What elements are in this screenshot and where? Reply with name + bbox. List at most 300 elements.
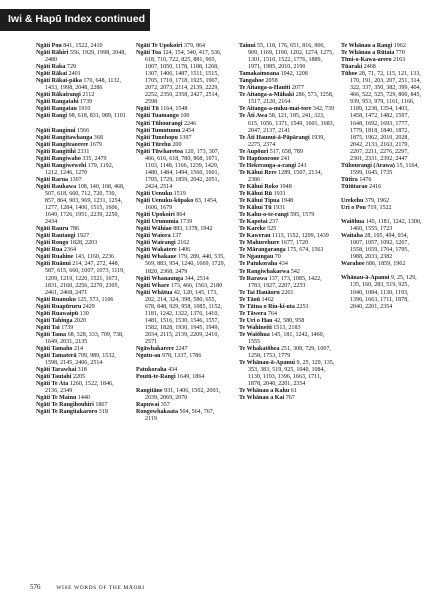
index-entry <box>36 381 128 395</box>
entry-group-gap <box>341 268 423 275</box>
iwi-name: Ngāti Te Rangitakaroro <box>36 409 98 416</box>
page-references: 173, 466, 1563, 2180 <box>170 282 223 289</box>
page-references: 42, 120, 145, 173, 202, 214, 324, 398, 580, 655, 678, 848, 929, 958, 1085, 1152, 1181, 1242, 1322, 1376, 1410, 1481, 1516, 1530, 1546, 1557, 1582, 1828, 1930, 1945, 1949, 2034, 2115, 2139, 2209, 2410, 2571 <box>145 289 222 345</box>
page-references: 1739 <box>180 219 193 226</box>
iwi-name: Te Wahineiti <box>239 324 272 331</box>
page-references: 767 <box>285 395 295 402</box>
page-references: 2364 <box>63 247 76 254</box>
page-references: 686, 1859, 1962 <box>366 261 406 268</box>
index-column-2 <box>136 43 226 423</box>
index-entry <box>341 43 423 50</box>
index-entry <box>239 92 335 106</box>
iwi-name: Te Aupōuri <box>239 148 269 155</box>
iwi-name: Te Mārangaranga <box>239 247 286 254</box>
iwi-name: Te Mahurehure <box>239 240 280 247</box>
page-references: 1677, 1720 <box>280 240 309 247</box>
page-references: 237 <box>269 219 279 226</box>
page-references: 1566 <box>77 127 90 134</box>
page-references: 124, 154, 340, 417, 536, 618, 710, 722, 825, 881, 903, 1007, 1050, 1178, 1188, 1268, 1307, 1406, 1487, 1511, 1515, 1705, 1710, 1718, 1925, 1967, 2072, 2073, 2114, 2139, 2229, 2252, 2350, 2358, 2427, 2514, 2598 <box>145 50 222 106</box>
iwi-name: Te Rangiwhakaewa <box>239 268 290 275</box>
page-references: 1476 <box>359 176 372 183</box>
page-references: 357 <box>160 402 170 409</box>
index-entry <box>239 184 335 191</box>
iwi-name: Ngāti Urunumia <box>136 219 179 226</box>
iwi-name: Ngāti Whakaue <box>136 254 177 261</box>
iwi-name: Ngāti Ruanuku <box>36 296 76 303</box>
page-references: 2077 <box>291 85 304 92</box>
iwi-name: Te Patukoraha <box>239 261 278 268</box>
iwi-name: Ngāti Rangi <box>36 113 68 120</box>
entry-group-gap <box>136 360 226 367</box>
index-entry <box>239 360 335 388</box>
page-references: 2163 <box>393 57 406 64</box>
page-references: 28, 71, 72, 115, 121, 133, 170, 191, 203, 207, 251, 314, 322, 337, 350, 382, 399, 404, 466, 522, 525, 729, 800, 845, 939, 953, 979, 1161, 1166, 1189, 1238, 1354, 1403, 1458, 1472, 1482, 1597, 1648, 1692, 1693, 1777, 1779, 1818, 1840, 1872, 1875, 1962, 2010, 2028, 2042, 2133, 2163, 2179, 2207, 2211, 2276, 2297, 2301, 2331, 2392, 2447 <box>350 71 422 162</box>
index-entry <box>36 346 128 353</box>
iwi-name: Ngāti Rangitihi <box>36 148 76 155</box>
iwi-name: Tamakaimoana <box>239 71 280 78</box>
iwi-name: Ngāti Wāhiao <box>136 226 172 233</box>
page-references: 214 <box>73 345 84 352</box>
page-references: 318 <box>98 409 108 416</box>
iwi-name: Ngāti Tū <box>136 106 159 113</box>
page-references: 1519 <box>173 190 186 197</box>
index-entry <box>36 367 128 374</box>
iwi-name: Ngāti Tautahi <box>36 374 72 381</box>
page-references: 2454 <box>182 127 195 134</box>
iwi-name: Whānau-ā-Apanui <box>341 275 390 282</box>
page-references: 200 <box>172 141 182 148</box>
iwi-name: Urekehu <box>341 197 364 204</box>
page-references: 68, 328, 333, 709, 738, 1649, 2031, 2135 <box>45 331 124 345</box>
index-entry <box>239 85 335 92</box>
page-references: 28, 195, 494, 934, 1007, 1057, 1092, 1267, 1558, 1659, 1764, 1795, 1988, 2033, 2382 <box>350 233 409 261</box>
index-entry <box>341 219 423 233</box>
page-references: 2468 <box>363 64 376 71</box>
page-references: 2401 <box>68 71 81 78</box>
index-entry <box>341 275 423 310</box>
index-entry <box>239 135 335 149</box>
index-entry <box>36 353 128 367</box>
iwi-name: Ngāti Rangiwaho <box>36 155 81 162</box>
iwi-name: Ngāti Rangiwewehi <box>36 162 87 169</box>
iwi-name: Ngāti Whanaunga <box>136 275 184 282</box>
index-entry <box>239 163 335 170</box>
index-header <box>0 9 150 31</box>
index-entry <box>239 43 335 71</box>
iwi-name: Rongowhakaata <box>136 409 179 416</box>
index-entry <box>239 113 335 134</box>
iwi-name: Ngāwhakarere <box>136 346 175 353</box>
index-entry <box>239 318 335 325</box>
page-references: 770 <box>395 50 405 57</box>
index-entry <box>239 233 335 240</box>
iwi-name: Te Whānau a Rūtaia <box>341 50 395 57</box>
index-entry <box>36 332 128 346</box>
iwi-name: Ngāti Rua <box>36 247 63 254</box>
index-entry <box>239 170 335 184</box>
page-references: 251, 308, 729, 1007, 1258, 1753, 1779 <box>248 346 331 360</box>
iwi-name: Waitaha <box>341 233 363 240</box>
page-references: 525 <box>267 226 277 233</box>
page-references: 1406 <box>178 247 191 254</box>
index-entry <box>341 50 423 57</box>
index-entry <box>136 219 226 226</box>
iwi-name: Ngāti Tuamango <box>136 113 179 120</box>
page-references: 241 <box>297 162 307 169</box>
iwi-name: Ngāti Tūhourangi <box>136 120 183 127</box>
iwi-name: Te Kahu-o-te-rangi <box>239 212 289 219</box>
index-entry <box>239 297 335 304</box>
index-entry <box>341 57 423 64</box>
index-entry <box>136 402 226 409</box>
page-references: 729 <box>66 64 76 71</box>
index-entry <box>36 240 128 247</box>
index-entry <box>341 71 423 163</box>
iwi-name: Ngāti Te Upokoiri <box>136 43 183 49</box>
iwi-name: Ngāti Rongo <box>36 240 69 247</box>
iwi-name: Ngāti Raka <box>36 64 66 71</box>
iwi-name: Ngāti Tumutumu <box>136 127 181 134</box>
page-references: 2253 <box>296 303 309 310</box>
page-references: 434 <box>278 261 288 268</box>
iwi-name: Ngāti Pou <box>36 43 62 49</box>
index-column-4 <box>341 43 423 311</box>
index-entry <box>239 205 335 212</box>
index-entry <box>341 233 423 261</box>
page-references: 9, 25, 129, 135, 353, 383, 519, 925, 1040, 1084, 1130, 1193, 1396, 1663, 1711, 1878, 2040, 2201, 2354 <box>248 360 335 388</box>
iwi-name: Te Kāhui Tū <box>239 205 272 212</box>
index-entry <box>239 247 335 254</box>
page-references: 883, 1378, 1942 <box>173 226 213 233</box>
iwi-name: Ngāti Rākai-pāka <box>36 78 82 85</box>
index-entry <box>239 78 335 85</box>
page-references: 1113, 1152, 1299, 1439 <box>272 233 329 240</box>
page-references: 2162 <box>177 240 190 247</box>
page-references: 2429 <box>82 303 95 310</box>
index-entry <box>136 247 226 254</box>
index-entry <box>36 318 128 325</box>
page-references: 143, 1160, 2236 <box>74 254 115 261</box>
iwi-name: Poutū-te-Rangi <box>136 374 176 381</box>
page-references: 108, 140, 168, 468, 507, 618, 660, 712, 720, 730, 857, 864, 903, 969, 1231, 1254, 1277, 1284, 1406, 1515, 1606, 1649, 1726, 1951, 2239, 2250, 2434 <box>45 183 125 226</box>
page-references: 170, 648, 1132, 1433, 1998, 2048, 2286 <box>45 78 121 92</box>
page-references: 841, 1522, 2410 <box>63 43 103 49</box>
index-entry <box>239 332 335 346</box>
index-entry <box>239 346 335 360</box>
page-references: 145, 1181, 1242, 1300, 1460, 1555, 1723 <box>350 219 422 233</box>
index-entry <box>36 78 128 92</box>
iwi-name: Te Kāhui Rere <box>239 169 277 176</box>
index-entry <box>36 184 128 226</box>
index-entry <box>36 297 128 304</box>
page-references: 1927 <box>77 233 90 240</box>
index-entry <box>36 247 128 254</box>
iwi-name: Te Aitanga-a-Hauiti <box>239 85 291 92</box>
index-entry <box>136 388 226 402</box>
iwi-name: Te Tāwera <box>239 310 267 317</box>
index-entry <box>136 276 226 283</box>
index-entry <box>136 409 226 423</box>
iwi-name: Te Kāhui Roko <box>239 183 279 190</box>
iwi-name: Ngāti Rangatau <box>36 106 77 113</box>
index-entry <box>36 311 128 318</box>
iwi-name: Te Tai Hauāuru <box>239 289 280 296</box>
index-entry <box>239 388 335 395</box>
page-references: 175, 674, 1563 <box>287 247 324 254</box>
iwi-name: Te Whānau-ā-Apanui <box>239 360 295 367</box>
iwi-name: Te Kāhui Rū <box>239 190 273 197</box>
iwi-name: Te Kareke <box>239 226 266 233</box>
index-entry <box>136 374 226 381</box>
page-references: 1739 <box>61 324 74 331</box>
iwi-name: Ngāti Rauru <box>36 226 69 233</box>
iwi-name: Te Āti Haunui-ā-Pāpārangi <box>239 134 310 141</box>
index-entry <box>36 142 128 149</box>
page-references: 2331 <box>77 148 90 155</box>
page-references: 517, 658, 789 <box>269 148 303 155</box>
page-references: 786 <box>69 226 80 233</box>
page-references: 58, 121, 185, 241, 323, 615, 1056, 1371, 1549, 1601, 1683, 2047, 2137, 2141 <box>248 113 335 134</box>
index-entry <box>136 233 226 240</box>
index-entry <box>136 113 226 120</box>
iwi-name: Ngāti Raukawa <box>36 183 77 190</box>
page-references: 719, 1522 <box>367 205 392 212</box>
page-references: 764 <box>267 310 277 317</box>
iwi-name: Te Kawerau <box>239 233 271 240</box>
index-entry <box>341 177 423 184</box>
iwi-name: Tūtira <box>341 176 358 183</box>
index-entry <box>136 353 226 360</box>
iwi-name: Te Waiōhua <box>239 331 270 338</box>
iwi-name: Ngāti Ranginui <box>36 127 76 134</box>
page-references: 1828, 2203 <box>69 240 98 247</box>
page-references: 1739 <box>80 99 93 106</box>
page-references: 9, 25, 129, 135, 160, 283, 519, 925, 1040, 1084, 1130, 1193, 1396, 1663, 1711, 1878, 2040, 2201, 2354 <box>350 275 417 310</box>
index-entry <box>36 128 128 135</box>
index-entry <box>239 71 335 78</box>
page-references: 2261 <box>281 289 294 296</box>
page-references: 379, 1962 <box>364 197 390 204</box>
page-references: 1513, 2183 <box>273 324 301 331</box>
iwi-name: Ngāti Tunohopu <box>136 134 178 141</box>
iwi-name: Ngāti Ruahine <box>36 254 74 261</box>
iwi-name: Ngāti Whātua <box>136 289 173 296</box>
index-entry <box>136 367 226 374</box>
index-entry <box>136 135 226 142</box>
index-column-1 <box>36 43 128 416</box>
page-references: 61 <box>290 388 297 395</box>
index-entry <box>36 156 128 163</box>
page-references: 556, 1929, 1998, 2048, 2480 <box>45 50 126 64</box>
iwi-name: Te Tātua o Riu-ki-uta <box>239 303 295 310</box>
iwi-name: Te Hapūoneone <box>239 155 280 162</box>
page-references: 2416 <box>369 183 382 190</box>
iwi-name: Ngāti Tamaterā <box>36 353 77 360</box>
page-references: 504, 564, 767, 2119 <box>145 409 215 423</box>
index-entry <box>239 219 335 226</box>
iwi-name: Ngāti Ruawaipū <box>36 310 79 317</box>
index-entry <box>239 240 335 247</box>
entry-group-gap <box>341 212 423 219</box>
index-entry <box>136 290 226 346</box>
index-entry <box>36 325 128 332</box>
iwi-name: Ngāti Tūwharetoa <box>136 148 183 155</box>
page-references: 2058 <box>265 78 278 85</box>
page-references: 2247 <box>175 346 188 353</box>
index-entry <box>36 177 128 184</box>
index-entry <box>239 269 335 276</box>
iwi-name: Rapuwai <box>136 402 160 409</box>
entry-group-gap <box>136 381 226 388</box>
iwi-name: Te Whakatōhea <box>239 346 280 353</box>
index-entry <box>136 240 226 247</box>
page-references: 214, 247, 272, 448, 587, 615, 660, 1007, 1073, 1119, 1209, 1219, 1220, 1521, 1673, 1831, 2160, 2256, 2270, 2305, 2461, 2468, 2471 <box>45 261 125 296</box>
page-references: 98, 618, 831, 989, 1101 <box>68 113 126 120</box>
iwi-name: Ngāti Rangatahi <box>36 99 79 106</box>
index-entry <box>239 325 335 332</box>
page-references: 83, 1454, 1606, 1679 <box>145 198 218 212</box>
index-entry <box>239 261 335 268</box>
page-references: 595, 1579 <box>290 212 315 219</box>
page-references: 1679 <box>89 141 102 148</box>
index-entry <box>239 290 335 297</box>
iwi-name: Te Whānau a Rangi <box>341 43 393 49</box>
entry-group-gap <box>36 121 128 128</box>
index-entry <box>239 276 335 290</box>
page-references: 1307 <box>69 176 82 183</box>
iwi-name: Ngāti Rāhiri <box>36 50 69 57</box>
page-references: 70 <box>274 254 281 261</box>
page-references: 1289, 1507, 2134, 2386 <box>248 169 322 183</box>
iwi-name: Ngutu-au <box>136 353 161 360</box>
index-entry <box>239 191 335 198</box>
index-entry <box>136 254 226 275</box>
iwi-name: Ngāti Uenuku <box>136 190 173 197</box>
index-entry <box>341 261 423 268</box>
page-references: 145, 181, 1242, 1460, 1555 <box>248 331 325 345</box>
page-references: 1962 <box>393 43 406 49</box>
iwi-name: Ngāti Te Mainu <box>36 395 77 402</box>
iwi-name: Ngāti Waiora <box>136 233 171 240</box>
iwi-name: Uri o Pou <box>341 205 366 212</box>
iwi-name: Ngāti Rangitawhanga <box>36 134 93 141</box>
page-references: 1931 <box>273 205 286 212</box>
page-references: 978, 1337, 1786 <box>162 353 202 360</box>
page-references: 137 <box>172 233 182 240</box>
page-references: 2205 <box>72 374 86 381</box>
iwi-name: Te Aitanga-a-Māhaki <box>239 92 295 99</box>
page-references: 179, 1192, 1212, 1246, 1270 <box>45 162 114 176</box>
page-references: 1462 <box>261 296 274 303</box>
page-references: 864 <box>176 212 186 219</box>
page-references: 1867 <box>95 402 108 409</box>
page-references: 931, 1406, 1502, 2003, 2039, 2069, 2070 <box>145 388 220 402</box>
iwi-name: Ngāti Tamaho <box>36 345 73 352</box>
page-number: 576 <box>30 583 41 591</box>
iwi-name: Waiōhua <box>341 219 365 226</box>
index-entry <box>136 198 226 212</box>
page-references: 335, 2479 <box>82 155 107 162</box>
index-entry <box>136 106 226 113</box>
index-entry <box>136 43 226 50</box>
page-references: 241 <box>280 155 290 162</box>
index-entry <box>36 261 128 296</box>
index-column-3 <box>239 43 335 402</box>
iwi-name: Ngāti Tai <box>36 324 60 331</box>
iwi-name: Ngāti Wharе <box>136 282 170 289</box>
iwi-name: Te Whānau a Kai <box>239 395 285 402</box>
index-entry <box>136 142 226 149</box>
iwi-name: Tūhoe <box>341 71 358 78</box>
page-references: 342, 739 <box>312 106 335 113</box>
iwi-name: Ngāti Toa <box>136 50 162 57</box>
iwi-name: Te Rarawa <box>239 275 268 282</box>
page-references: 1939, 2275, 2374 <box>248 134 325 148</box>
index-entry <box>36 402 128 409</box>
iwi-name: Ngāti Tūrehu <box>136 141 171 148</box>
index-entry <box>136 283 226 290</box>
iwi-name: Te Aitanga-a-nuku-mai-tore <box>239 106 312 113</box>
index-entry <box>136 128 226 135</box>
iwi-name: Ngāti Te Ata <box>36 381 69 388</box>
iwi-name: Ngāti Ruapūruru <box>36 303 82 310</box>
page-references: 125, 573, 1106 <box>77 296 114 303</box>
page-references: 100 <box>180 113 190 120</box>
index-entry <box>136 226 226 233</box>
iwi-name: Rangitāne <box>136 388 163 395</box>
iwi-name: Ngāti Rangiteaorere <box>36 141 89 148</box>
iwi-name: Tīmi-o-Kawa-arero <box>341 57 392 64</box>
page-references: 344, 2514 <box>184 275 209 282</box>
index-entry <box>36 113 128 120</box>
index-entry <box>36 99 128 106</box>
iwi-name: Te Hekeranga-a-rangi <box>239 162 297 169</box>
page-footer <box>30 583 145 591</box>
iwi-name: Ngāti Rautangi <box>36 233 76 240</box>
iwi-name: Te Uri o Hau <box>239 317 273 324</box>
page-references: 2112 <box>82 92 95 99</box>
iwi-name: Te Kapotai <box>239 219 268 226</box>
index-entry <box>239 198 335 205</box>
index-entry <box>239 156 335 163</box>
index-entry <box>341 64 423 71</box>
iwi-name: Tainui <box>239 43 256 49</box>
iwi-name: Ngāti Tama <box>36 331 67 338</box>
index-entry <box>36 409 128 416</box>
iwi-name: Ngāti Rarua <box>36 176 69 183</box>
iwi-name: Ngāti Rākairangi <box>36 92 81 99</box>
index-entry <box>341 163 423 177</box>
iwi-name: Te Āti Awa <box>239 113 268 120</box>
iwi-name: Ngāti Upokoiri <box>136 212 175 219</box>
page-references: 15, 1164, 1599, 1645, 1735 <box>350 162 419 176</box>
index-entry <box>36 233 128 240</box>
index-entry <box>36 64 128 71</box>
page-references: 179, 289, 440, 535, 569, 883, 954, 1240, 1669, 1729, 1820, 2368, 2479 <box>145 254 226 275</box>
index-entry <box>136 212 226 219</box>
iwi-name: Warahoe <box>341 261 365 268</box>
page-references: 1042, 1208 <box>280 71 308 78</box>
iwi-name: Te Tāoū <box>239 296 261 303</box>
iwi-name: Ngāti Rākai <box>36 71 68 78</box>
page-references: 1440 <box>77 395 90 402</box>
index-entry <box>239 149 335 156</box>
page-references: 2020 <box>73 317 87 324</box>
index-entry <box>36 163 128 177</box>
iwi-name: Ngāti Te Rangihouhiri <box>36 402 94 409</box>
page-references: 368 <box>93 134 103 141</box>
page-references: 1260, 1522, 1846, 2136, 2349 <box>45 381 114 395</box>
